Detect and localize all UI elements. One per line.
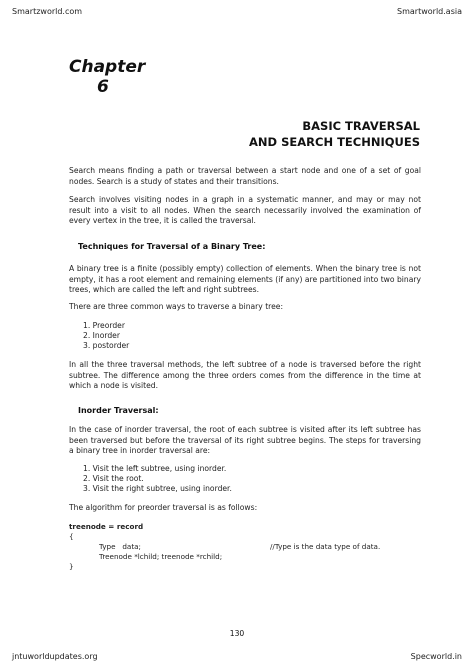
chapter-label: Chapter (69, 57, 146, 77)
title-line-1: BASIC TRAVERSAL (302, 119, 420, 133)
page-number: 130 (229, 629, 245, 638)
list-item-visit-left: 1. Visit the left subtree, using inorder. (83, 464, 227, 473)
intro-paragraph-1: Search means finding a path or traversal between a start node and one of a set of goal nodes. Search is a study of states and their transitions. (69, 166, 421, 186)
title-line-2: AND SEARCH TECHNIQUES (249, 135, 420, 149)
list-item-postorder: 3. postorder (83, 341, 130, 350)
traversal-ways-intro: There are three common ways to traverse a binary tree: (69, 302, 284, 311)
list-item-inorder: 2. Inorder (83, 331, 120, 340)
intro-paragraph-2: Search involves visiting nodes in a graph in a systematic manner, and may or may not result into a visit to all nodes. When the search necessarily involved the examination of every vertex in the tree, it is called the traversal. (69, 195, 421, 226)
list-item-preorder: 1. Preorder (83, 321, 125, 330)
footer-right-site: Specworld.in (410, 652, 462, 661)
code-close-brace: } (69, 562, 74, 571)
header-left-site: Smartzworld.com (12, 7, 83, 16)
inorder-paragraph: In the case of inorder traversal, the root of each subtree is visited after its left subtree has been traversed but before the traversal of its right subtree begins. The steps for traversing a binary tree in inorder traversal are: (69, 425, 421, 456)
code-treenode-line: Treenode *lchild; treenode *rchild; (99, 552, 223, 561)
code-record-declaration: treenode = record (69, 522, 144, 531)
code-type-line: Type data; (99, 542, 141, 551)
code-open-brace: { (69, 532, 74, 541)
section-heading-inorder-traversal: Inorder Traversal: (78, 406, 159, 415)
footer-left-site: jntuworldupdates.org (12, 652, 98, 661)
traversal-methods-paragraph: In all the three traversal methods, the left subtree of a node is traversed before the right subtree. The difference among the three orders comes from the difference in the time at which a node is visited. (69, 360, 421, 391)
chapter-number: 6 (97, 77, 109, 97)
list-item-visit-root: 2. Visit the root. (83, 474, 144, 483)
section-heading-traversal-techniques: Techniques for Traversal of a Binary Tree: (78, 242, 266, 251)
binary-tree-paragraph: A binary tree is a finite (possibly empty) collection of elements. When the binary tree is not empty, it has a root element and remaining elements (if any) are partitioned into two binary trees, which are called the left and right subtrees. (69, 264, 421, 295)
list-item-visit-right: 3. Visit the right subtree, using inorder. (83, 484, 232, 493)
header-right-site: Smartworld.asia (397, 7, 462, 16)
code-comment: //Type is the data type of data. (270, 542, 381, 551)
algorithm-intro: The algorithm for preorder traversal is as follows: (69, 503, 258, 512)
